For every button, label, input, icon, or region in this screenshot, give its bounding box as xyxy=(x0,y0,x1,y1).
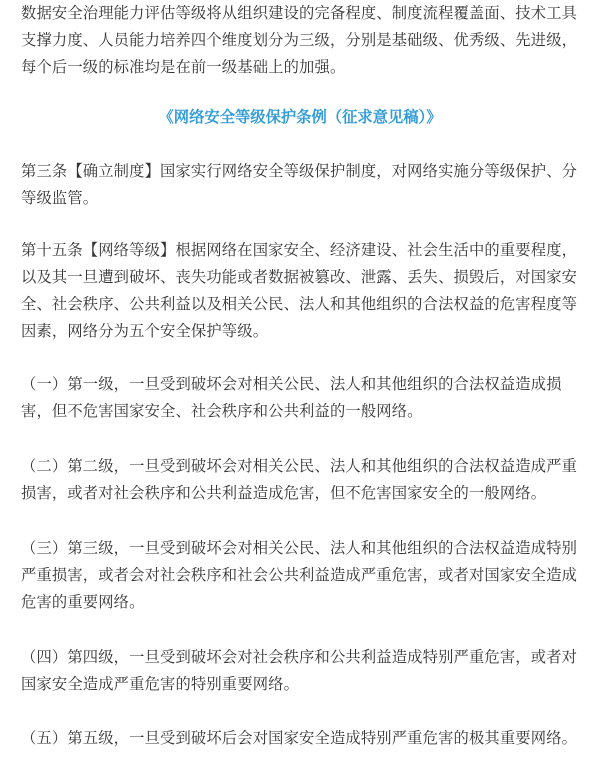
level-5-paragraph: （五）第五级，一旦受到破坏后会对国家安全造成特别严重危害的极其重要网络。 xyxy=(21,729,578,747)
article-15-paragraph: 第十五条【网络等级】根据网络在国家安全、经济建设、社会生活中的重要程度，以及其一旦遭到破坏、丧失功能或者数据被篡改、泄露、丢失、损毁后，对国家安全、社会秩序、公共利益以及相关公民、法人和其他组织的合法权益的危害程度等因素，网络分为五个安全保护等级。 xyxy=(21,241,578,340)
regulation-title: 《网络安全等级保护条例（征求意见稿）》 xyxy=(158,108,442,126)
intro-paragraph: 数据安全治理能力评估等级将从组织建设的完备程度、制度流程覆盖面、技术工具支撑力度、人员能力培养四个维度划分为三级，分别是基础级、优秀级、先进级，每个后一级的标准均是在前一级基础上的加强。 xyxy=(21,4,578,76)
level-4-paragraph: （四）第四级，一旦受到破坏会对社会秩序和公共利益造成特别严重危害，或者对国家安全造成严重危害的特别重要网络。 xyxy=(21,648,578,693)
level-1-paragraph: （一）第一级，一旦受到破坏会对相关公民、法人和其他组织的合法权益造成损害，但不危害国家安全、社会秩序和公共利益的一般网络。 xyxy=(21,375,562,420)
level-3-paragraph: （三）第三级，一旦受到破坏会对相关公民、法人和其他组织的合法权益造成特别严重损害，或者会对社会秩序和社会公共利益造成严重危害，或者对国家安全造成危害的重要网络。 xyxy=(21,539,578,611)
level-2-paragraph: （二）第二级，一旦受到破坏会对相关公民、法人和其他组织的合法权益造成严重损害，或者对社会秩序和公共利益造成危害，但不危害国家安全的一般网络。 xyxy=(21,457,578,502)
article-3-paragraph: 第三条【确立制度】国家实行网络安全等级保护制度，对网络实施分等级保护、分等级监管。 xyxy=(21,162,578,207)
